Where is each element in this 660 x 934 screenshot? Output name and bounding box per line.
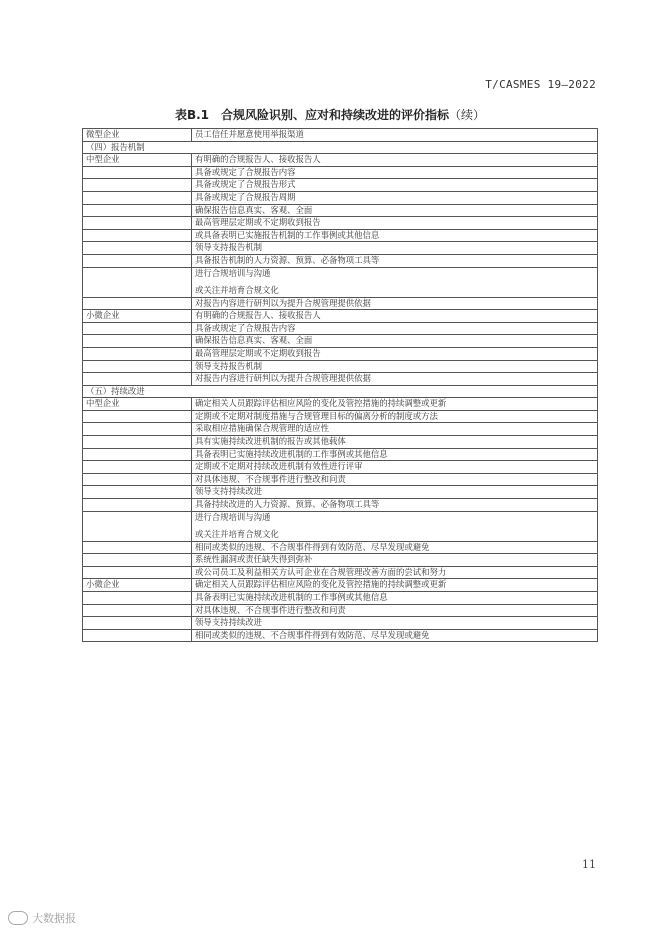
logo-icon bbox=[8, 911, 28, 925]
table-row bbox=[83, 154, 598, 167]
enterprise-type-cell bbox=[83, 448, 192, 461]
table-row bbox=[83, 322, 598, 335]
indicator-cell bbox=[192, 254, 598, 267]
enterprise-type-cell bbox=[83, 347, 192, 360]
indicator-cell bbox=[192, 347, 598, 360]
indicator-cell bbox=[192, 592, 598, 605]
enterprise-type-cell bbox=[83, 254, 192, 267]
indicator-text: 确保报告信息真实、客观、全面 bbox=[195, 204, 313, 215]
table-row bbox=[83, 179, 598, 192]
indicator-text: 定期或不定期对持续改进机制有效性进行评审 bbox=[195, 461, 363, 472]
table-row bbox=[83, 499, 598, 512]
indicator-cell bbox=[192, 179, 598, 192]
indicator-cell bbox=[192, 129, 598, 142]
indicator-text: 确定相关人员跟踪评估相应风险的变化及管控措施的持续调整或更新 bbox=[195, 579, 447, 590]
indicator-text: 具备报告机制的人力资源、预算、必备物项工具等 bbox=[195, 254, 380, 265]
enterprise-type-cell bbox=[83, 629, 192, 642]
indicator-cell bbox=[192, 423, 598, 436]
enterprise-type-cell: 微型企业 bbox=[83, 129, 192, 142]
table-row bbox=[83, 604, 598, 617]
indicator-cell bbox=[192, 511, 598, 541]
evaluation-indicator-table bbox=[82, 128, 598, 642]
indicator-text: 具备或规定了合规报告内容 bbox=[195, 166, 296, 177]
enterprise-type-cell bbox=[83, 373, 192, 386]
indicator-cell bbox=[192, 410, 598, 423]
enterprise-type-cell bbox=[83, 423, 192, 436]
table-row bbox=[83, 511, 598, 541]
indicator-cell bbox=[192, 204, 598, 217]
enterprise-type-cell bbox=[83, 229, 192, 242]
indicator-text: 领导支持报告机制 bbox=[195, 360, 262, 371]
indicator-cell bbox=[192, 360, 598, 373]
indicator-text: 领导支持报告机制 bbox=[195, 242, 262, 253]
indicator-text: 具有实施持续改进机制的报告或其他载体 bbox=[195, 436, 346, 447]
indicator-text: 具备表明已实施持续改进机制的工作事例或其他信息 bbox=[195, 592, 388, 602]
indicator-text: 定期或不定期对制度措施与合规管理目标的偏离分析的制度或方法 bbox=[195, 410, 438, 421]
enterprise-type-cell bbox=[83, 217, 192, 230]
table-row bbox=[83, 448, 598, 461]
indicator-text: 或关注并培育合规文化 bbox=[195, 284, 279, 295]
table-row bbox=[83, 310, 598, 323]
indicator-text: 有明确的合规报告人、接收报告人 bbox=[195, 154, 321, 165]
indicator-text: 最高管理层定期或不定期收到报告 bbox=[195, 217, 321, 228]
enterprise-type-cell bbox=[83, 204, 192, 217]
table-title bbox=[0, 106, 660, 123]
indicator-text: 对报告内容进行研判以为提升合规管理提供依据 bbox=[195, 297, 371, 308]
enterprise-type-cell: 中型企业 bbox=[83, 398, 192, 411]
indicator-text: 领导支持持续改进 bbox=[195, 617, 262, 628]
table-title-suffix: （续） bbox=[449, 108, 486, 122]
table-row bbox=[83, 410, 598, 423]
enterprise-type-cell: 小微企业 bbox=[83, 310, 192, 323]
enterprise-type-cell bbox=[83, 360, 192, 373]
indicator-text: 进行合规培训与沟通 bbox=[195, 267, 271, 278]
table-row bbox=[83, 191, 598, 204]
indicator-cell bbox=[192, 191, 598, 204]
enterprise-type-cell bbox=[83, 410, 192, 423]
indicator-text: 确定相关人员跟踪评估相应风险的变化及管控措施的持续调整或更新 bbox=[195, 398, 447, 409]
enterprise-type-cell bbox=[83, 566, 192, 579]
indicator-cell bbox=[192, 322, 598, 335]
indicator-text: 具备或规定了合规报告内容 bbox=[195, 322, 296, 333]
indicator-cell bbox=[192, 473, 598, 486]
table-row bbox=[83, 297, 598, 310]
indicator-text: 具备或规定了合规报告周期 bbox=[195, 191, 296, 202]
table-row bbox=[83, 360, 598, 373]
table-row bbox=[83, 242, 598, 255]
table-row bbox=[83, 398, 598, 411]
indicator-text: 或具备表明已实施报告机制的工作事例或其他信息 bbox=[195, 229, 380, 240]
table-row bbox=[83, 267, 598, 297]
table-row bbox=[83, 217, 598, 230]
table-row bbox=[83, 423, 598, 436]
enterprise-type-cell bbox=[83, 179, 192, 192]
table-row bbox=[83, 617, 598, 630]
indicator-cell bbox=[192, 267, 598, 297]
indicator-cell bbox=[192, 554, 598, 567]
table-row bbox=[83, 566, 598, 579]
enterprise-type-cell bbox=[83, 461, 192, 474]
section-header: （五）持续改进 bbox=[83, 385, 598, 398]
indicator-cell bbox=[192, 486, 598, 499]
enterprise-type-cell bbox=[83, 166, 192, 179]
enterprise-type-cell: 中型企业 bbox=[83, 154, 192, 167]
indicator-cell bbox=[192, 579, 598, 592]
table-row bbox=[83, 254, 598, 267]
indicator-cell bbox=[192, 217, 598, 230]
indicator-cell bbox=[192, 242, 598, 255]
table-row bbox=[83, 473, 598, 486]
standard-number: T/CASMES 19—2022 bbox=[485, 78, 596, 91]
indicator-text: 领导支持持续改进 bbox=[195, 486, 262, 497]
table-title-text: 表B.1 合规风险识别、应对和持续改进的评价指标 bbox=[174, 108, 450, 122]
table-row bbox=[83, 436, 598, 449]
enterprise-type-cell bbox=[83, 191, 192, 204]
footer-logo-text: 大数据报 bbox=[32, 912, 76, 925]
enterprise-type-cell bbox=[83, 242, 192, 255]
enterprise-type-cell bbox=[83, 592, 192, 605]
indicator-cell bbox=[192, 154, 598, 167]
table-row bbox=[83, 385, 598, 398]
table-row bbox=[83, 229, 598, 242]
table-body bbox=[83, 129, 598, 642]
indicator-cell bbox=[192, 166, 598, 179]
table-row bbox=[83, 141, 598, 154]
table-row bbox=[83, 373, 598, 386]
table-row bbox=[83, 129, 598, 142]
section-header: （四）报告机制 bbox=[83, 141, 598, 154]
enterprise-type-cell bbox=[83, 541, 192, 554]
indicator-text: 员工信任并愿意使用举报渠道 bbox=[195, 129, 304, 139]
enterprise-type-cell bbox=[83, 297, 192, 310]
enterprise-type-cell bbox=[83, 554, 192, 567]
enterprise-type-cell bbox=[83, 267, 192, 297]
indicator-cell bbox=[192, 297, 598, 310]
indicator-cell bbox=[192, 499, 598, 512]
indicator-cell bbox=[192, 541, 598, 554]
indicator-text: 具备持续改进的人力资源、预算、必备物项工具等 bbox=[195, 499, 380, 510]
indicator-text: 系统性漏洞或责任缺失得到弥补 bbox=[195, 554, 313, 565]
table-row bbox=[83, 204, 598, 217]
indicator-text: 具备或规定了合规报告形式 bbox=[195, 179, 296, 190]
table-row bbox=[83, 461, 598, 474]
table-row bbox=[83, 486, 598, 499]
enterprise-type-cell: 小微企业 bbox=[83, 579, 192, 592]
indicator-text: 或公司员工及利益相关方认可企业在合规管理改善方面的尝试和努力 bbox=[195, 566, 447, 577]
indicator-cell bbox=[192, 436, 598, 449]
enterprise-type-cell bbox=[83, 486, 192, 499]
table-row bbox=[83, 166, 598, 179]
indicator-cell bbox=[192, 566, 598, 579]
indicator-cell bbox=[192, 617, 598, 630]
enterprise-type-cell bbox=[83, 335, 192, 348]
table-row bbox=[83, 554, 598, 567]
table-row bbox=[83, 335, 598, 348]
table-row bbox=[83, 592, 598, 605]
footer-logo bbox=[8, 910, 76, 926]
indicator-text: 最高管理层定期或不定期收到报告 bbox=[195, 347, 321, 358]
indicator-cell bbox=[192, 398, 598, 411]
indicator-text: 对具体违规、不合规事件进行整改和问责 bbox=[195, 604, 346, 615]
indicator-cell bbox=[192, 335, 598, 348]
indicator-text: 确保报告信息真实、客观、全面 bbox=[195, 335, 313, 346]
indicator-cell bbox=[192, 604, 598, 617]
indicator-cell bbox=[192, 629, 598, 642]
enterprise-type-cell bbox=[83, 617, 192, 630]
indicator-text: 进行合规培训与沟通 bbox=[195, 511, 271, 522]
enterprise-type-cell bbox=[83, 436, 192, 449]
indicator-text: 相同或类似的违规、不合规事件得到有效防范、尽早发现或避免 bbox=[195, 629, 430, 640]
enterprise-type-cell bbox=[83, 322, 192, 335]
indicator-text: 具备表明已实施持续改进机制的工作事例或其他信息 bbox=[195, 448, 388, 459]
indicator-cell bbox=[192, 373, 598, 386]
page-number: 11 bbox=[582, 858, 596, 871]
enterprise-type-cell bbox=[83, 511, 192, 541]
enterprise-type-cell bbox=[83, 499, 192, 512]
table-row bbox=[83, 347, 598, 360]
enterprise-type-cell bbox=[83, 473, 192, 486]
indicator-text: 对报告内容进行研判以为提升合规管理提供依据 bbox=[195, 373, 371, 384]
indicator-cell bbox=[192, 310, 598, 323]
indicator-cell bbox=[192, 461, 598, 474]
table-row bbox=[83, 629, 598, 642]
indicator-cell bbox=[192, 448, 598, 461]
indicator-cell bbox=[192, 229, 598, 242]
indicator-text: 相同或类似的违规、不合规事件得到有效防范、尽早发现或避免 bbox=[195, 541, 430, 552]
enterprise-type-cell bbox=[83, 604, 192, 617]
indicator-text: 或关注并培育合规文化 bbox=[195, 528, 279, 539]
table-row bbox=[83, 579, 598, 592]
table-row bbox=[83, 541, 598, 554]
indicator-text: 有明确的合规报告人、接收报告人 bbox=[195, 310, 321, 321]
indicator-text: 采取相应措施确保合规管理的适应性 bbox=[195, 423, 329, 434]
indicator-text: 对具体违规、不合规事件进行整改和问责 bbox=[195, 473, 346, 484]
